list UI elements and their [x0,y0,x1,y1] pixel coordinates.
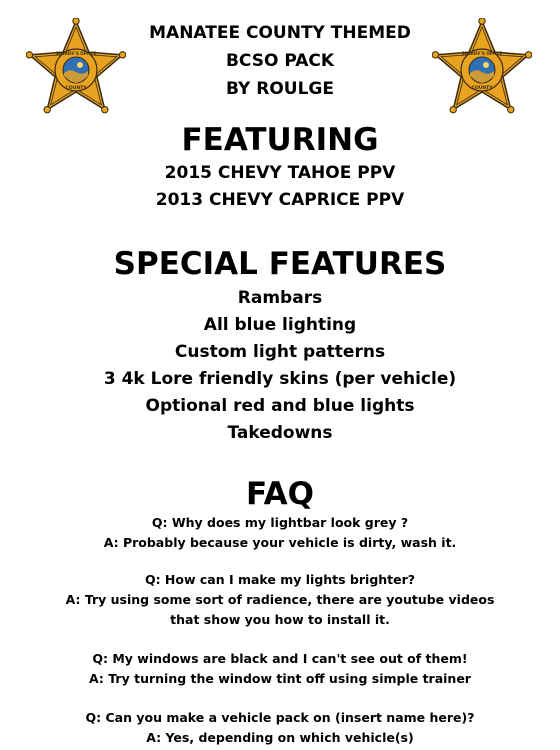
special-feature-item: 3 4k Lore friendly skins (per vehicle) [103,369,457,389]
faq-answer: A: Try turning the window tint off using simple trainer [89,671,471,686]
featuring-heading: FEATURING [181,122,379,158]
svg-text:SHERIFF'S OFFICE: SHERIFF'S OFFICE [461,51,503,56]
faq-answer: A: Yes, depending on which vehicle(s) [146,730,414,745]
pack-title-line-2: BCSO PACK [225,51,335,71]
featured-vehicle: 2015 CHEVY TAHOE PPV [164,163,396,183]
special-feature-item: Custom light patterns [174,342,386,362]
svg-text:SHERIFF'S OFFICE: SHERIFF'S OFFICE [55,51,97,56]
pack-title-line-1: MANATEE COUNTY THEMED [149,23,411,43]
special-feature-item: Rambars [237,288,323,308]
faq-question: Q: Why does my lightbar look grey ? [151,515,409,530]
pack-author-line: BY ROULGE [225,79,334,99]
faq-question: Q: How can I make my lights brighter? [144,572,416,587]
special-feature-item: Takedowns [227,423,333,443]
featured-vehicle: 2013 CHEVY CAPRICE PPV [155,190,405,210]
special-features-heading: SPECIAL FEATURES [113,246,447,282]
special-feature-item: Optional red and blue lights [145,396,415,416]
faq-answer: A: Probably because your vehicle is dirty, wash it. [103,535,457,550]
faq-answer-continued: that show you how to install it. [170,612,390,627]
svg-text:COUNTY: COUNTY [471,86,493,91]
faq-answer: A: Try using some sort of radience, there are youtube videos [65,592,495,607]
special-feature-item: All blue lighting [203,315,357,335]
faq-question: Q: Can you make a vehicle pack on (insert name here)? [85,710,475,725]
faq-question: Q: My windows are black and I can't see out of them! [92,651,468,666]
sheriff-star-badge-icon [432,18,532,118]
svg-text:COUNTY: COUNTY [65,86,87,91]
faq-heading: FAQ [246,476,314,512]
